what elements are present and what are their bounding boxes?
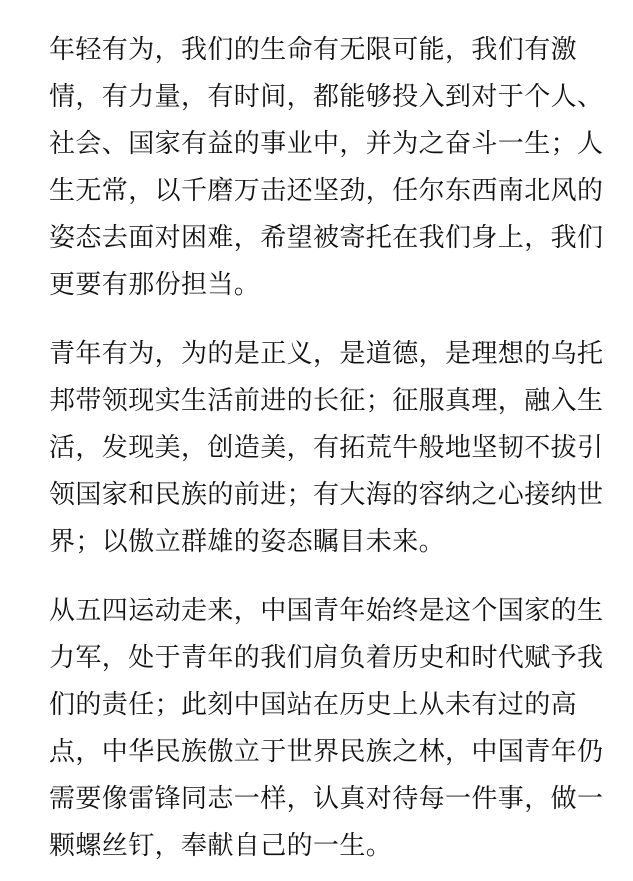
text-line: 社会、国家有益的事业中，并为之奋斗一生；人: [49, 129, 604, 159]
text-line: 颗螺丝钉，奉献自己的一生。: [49, 831, 393, 861]
text-line: 领国家和民族的前进；有大海的容纳之心接纳世: [49, 480, 604, 510]
text-line: 生无常，以千磨万击还坚劲，任尔东西南北风的: [49, 176, 604, 206]
text-line: 姿态去面对困难，希望被寄托在我们身上，我们: [49, 223, 604, 253]
text-line: 界；以傲立群雄的姿态瞩目未来。: [49, 527, 446, 557]
text-line: 们的责任；此刻中国站在历史上从未有过的高: [49, 690, 578, 720]
paragraph-3: [49, 588, 604, 870]
text-line: 邦带领现实生活前进的长征；征服真理，融入生: [49, 386, 604, 416]
paragraph-2: [49, 331, 604, 566]
paragraph-1: [49, 27, 604, 309]
text-line: 力军，处于青年的我们肩负着历史和时代赋予我: [49, 643, 604, 673]
text-line: 需要像雷锋同志一样，认真对待每一件事，做一: [49, 784, 604, 814]
text-line: 青年有为，为的是正义，是道德，是理想的乌托: [49, 339, 604, 369]
text-line: 点，中华民族傲立于世界民族之林，中国青年仍: [49, 737, 604, 767]
text-line: 情，有力量，有时间，都能够投入到对于个人、: [49, 82, 604, 112]
text-line: 活，发现美，创造美，有拓荒牛般地坚韧不拔引: [49, 433, 604, 463]
text-line: 年轻有为，我们的生命有无限可能，我们有激: [49, 35, 578, 65]
text-line: 从五四运动走来，中国青年始终是这个国家的生: [49, 596, 604, 626]
text-line: 更要有那份担当。: [49, 270, 261, 300]
